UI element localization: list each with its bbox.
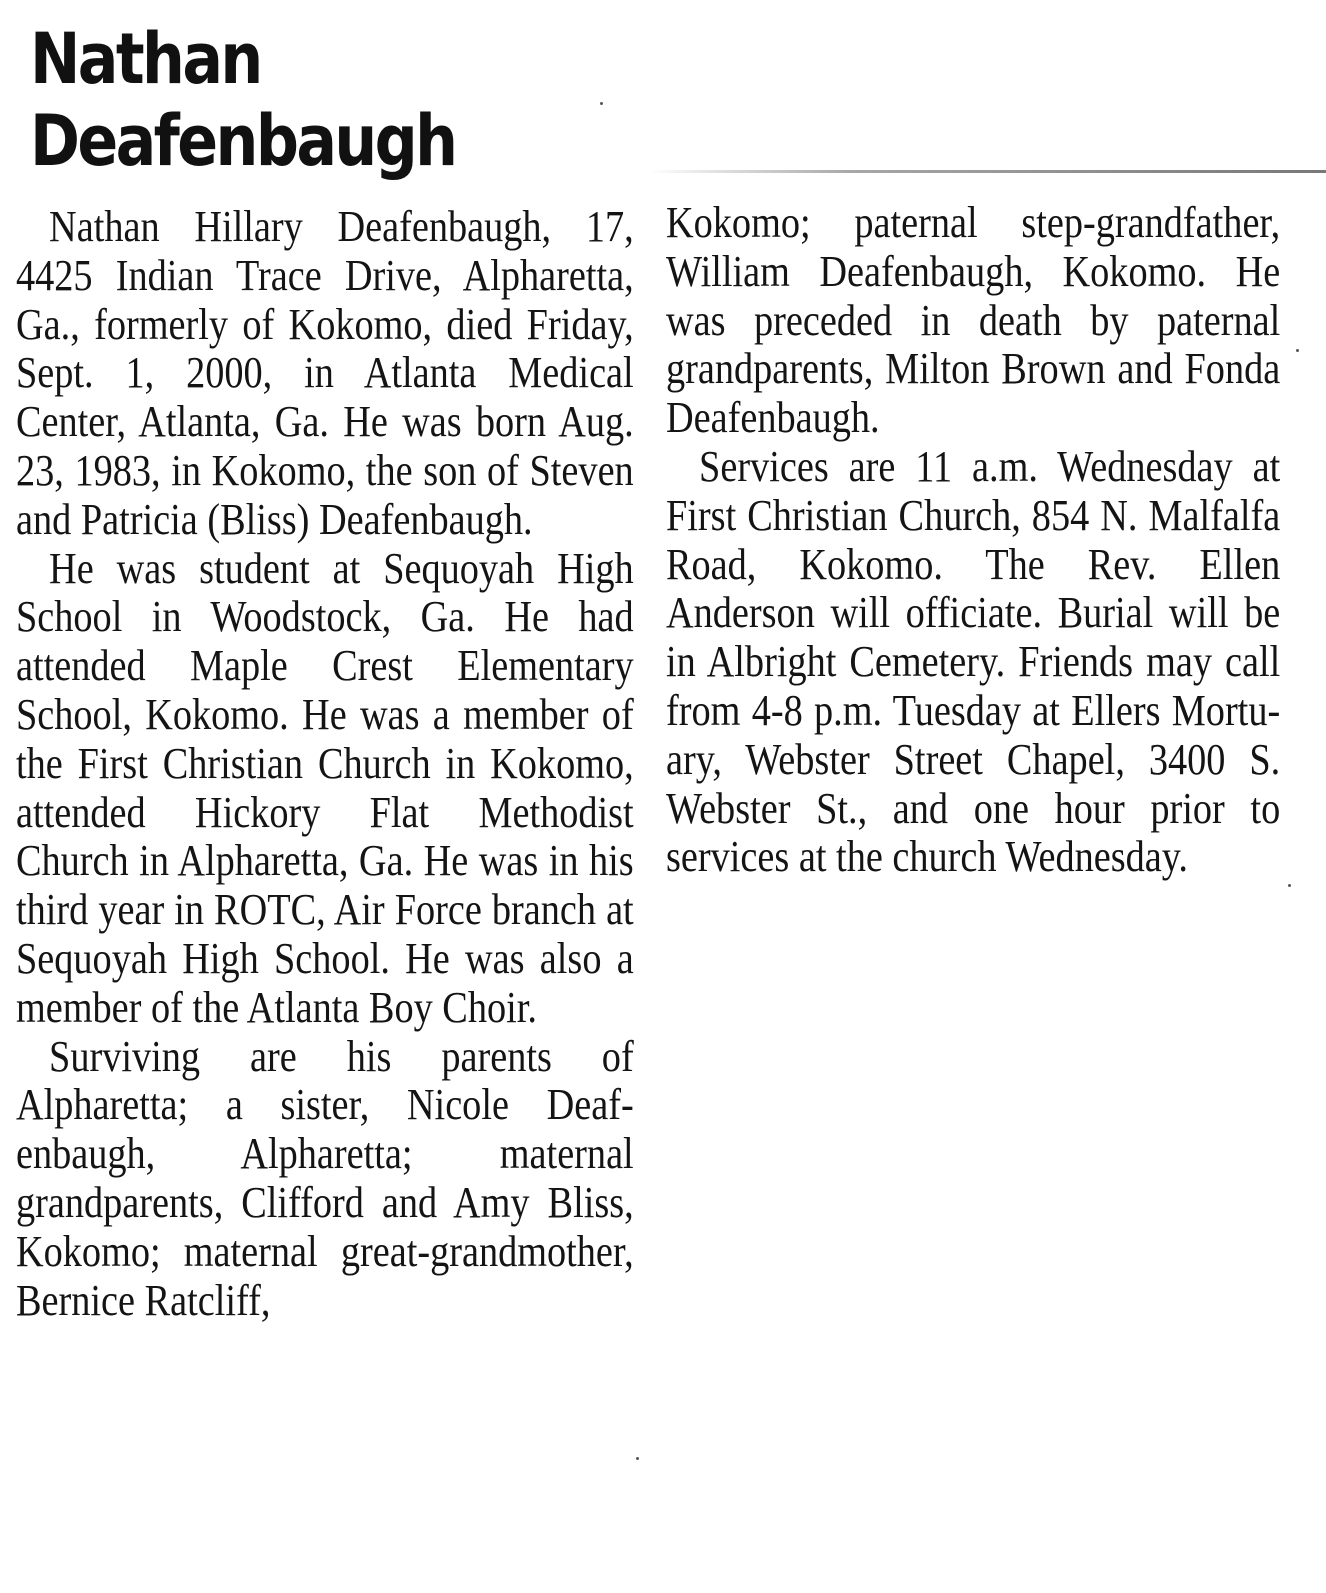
print-speck [600,102,603,105]
paragraph-services: Services are 11 a.m. Wednesday at First Christian Church, 854 N. Malfalfa Road, Kokomo. The Rev. Ellen Anderson will officiate. Burial will be in Albright Cemetery. Friends may call from 4-8 p.m. Tuesday at Ellers Mortuary, Webster Street Chapel, 3400 S. Webster St., and one hour prior to services at the church Wednesday. [666,441,1281,882]
headline-last-name: Deafenbaugh [30,100,456,182]
paragraph-death-notice: Nathan Hillary Deafenbaugh, 17, 4425 Indian Trace Drive, Alpharetta, Ga., formerly of Kokomo, died Friday, Sept. 1, 2000, in Atlanta Medical Center, Atlanta, Ga. He was born Aug. 23, 1983, in Kokomo, the son of Steven and Patricia (Bliss) Deafenbaugh. [16,202,634,544]
clipping-edge-rule [648,170,1326,173]
print-speck [636,1457,639,1460]
paragraph-survivors: Surviving are his parents of Alpharetta; a sister, Nicole Deafenbaugh, Alpharetta; maternal grandparents, Clifford and Amy Bliss, Kokomo; maternal great-grandmother, Bernice Ratcliff, [16,1031,634,1325]
headline-first-name: Nathan [30,18,261,100]
paragraph-survivors-continued: Kokomo; paternal step-grandfather, William Deafenbaugh, Kokomo. He was preceded in death by paternal grandparents, Milton Brown and Fonda Deafenbaugh. [666,198,1281,443]
right-column [666,199,1280,882]
left-column [16,203,634,1325]
print-speck [1288,884,1291,887]
print-speck [1296,349,1299,352]
obituary-headline [30,18,455,182]
paragraph-education: He was student at Sequoyah High School in Woodstock, Ga. He had attended Maple Crest Elementary School, Kokomo. He was a member of the First Christian Church in Kokomo, attended Hickory Flat Methodist Church in Alpharetta, Ga. He was in his third year in ROTC, Air Force branch at Sequoyah High School. He was also a member of the Atlanta Boy Choir. [16,543,634,1032]
